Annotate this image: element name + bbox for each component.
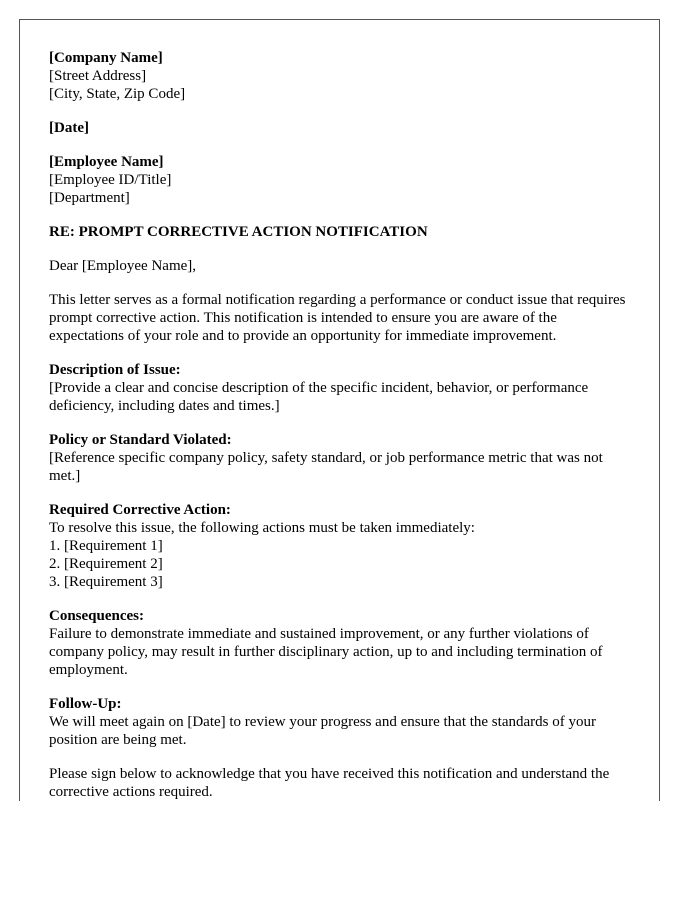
description-section [49,361,631,415]
consequences-heading: Consequences: [49,608,145,624]
followup-body: We will meet again on [Date] to review your progress and ensure that the standards of your position are being met. [49,714,596,748]
description-heading: Description of Issue: [49,362,181,378]
salutation: Dear [Employee Name], [49,258,197,274]
list-item: 2. [Requirement 2] [49,556,163,572]
company-name: [Company Name] [49,50,163,66]
corrective-heading: Required Corrective Action: [49,502,231,518]
followup-section [49,695,631,749]
closing-paragraph [49,765,631,801]
city-state-zip: [City, State, Zip Code] [49,86,186,102]
date-block [49,119,631,137]
policy-heading: Policy or Standard Violated: [49,432,232,448]
sender-block [49,49,631,103]
employee-id-title: [Employee ID/Title] [49,172,172,188]
department: [Department] [49,190,130,206]
intro-text: This letter serves as a formal notification regarding a performance or conduct issue that requires prompt corrective action. This notification is intended to ensure you are aware of the expectations of your role and to provide an opportunity for immediate improvement. [49,292,626,344]
consequences-body: Failure to demonstrate immediate and sustained improvement, or any further violations of company policy, may result in further disciplinary action, up to and including termination of employment. [49,626,603,678]
policy-body: [Reference specific company policy, safety standard, or job performance metric that was not met.] [49,450,603,484]
requirements-list [49,537,631,591]
subject-line: RE: PROMPT CORRECTIVE ACTION NOTIFICATION [49,224,428,240]
intro-paragraph [49,291,631,345]
followup-heading: Follow-Up: [49,696,122,712]
corrective-section [49,501,631,591]
employee-name: [Employee Name] [49,154,164,170]
list-item: 3. [Requirement 3] [49,574,163,590]
description-body: [Provide a clear and concise description of the specific incident, behavior, or performance deficiency, including dates and times.] [49,380,589,414]
policy-section [49,431,631,485]
letter-page [19,19,660,801]
letter-date: [Date] [49,120,89,136]
list-item: 1. [Requirement 1] [49,538,163,554]
recipient-block [49,153,631,207]
closing-text: Please sign below to acknowledge that you have received this notification and understand the corrective actions required. [49,766,610,800]
street-address: [Street Address] [49,68,147,84]
corrective-body: To resolve this issue, the following actions must be taken immediately: [49,520,475,536]
consequences-section [49,607,631,679]
